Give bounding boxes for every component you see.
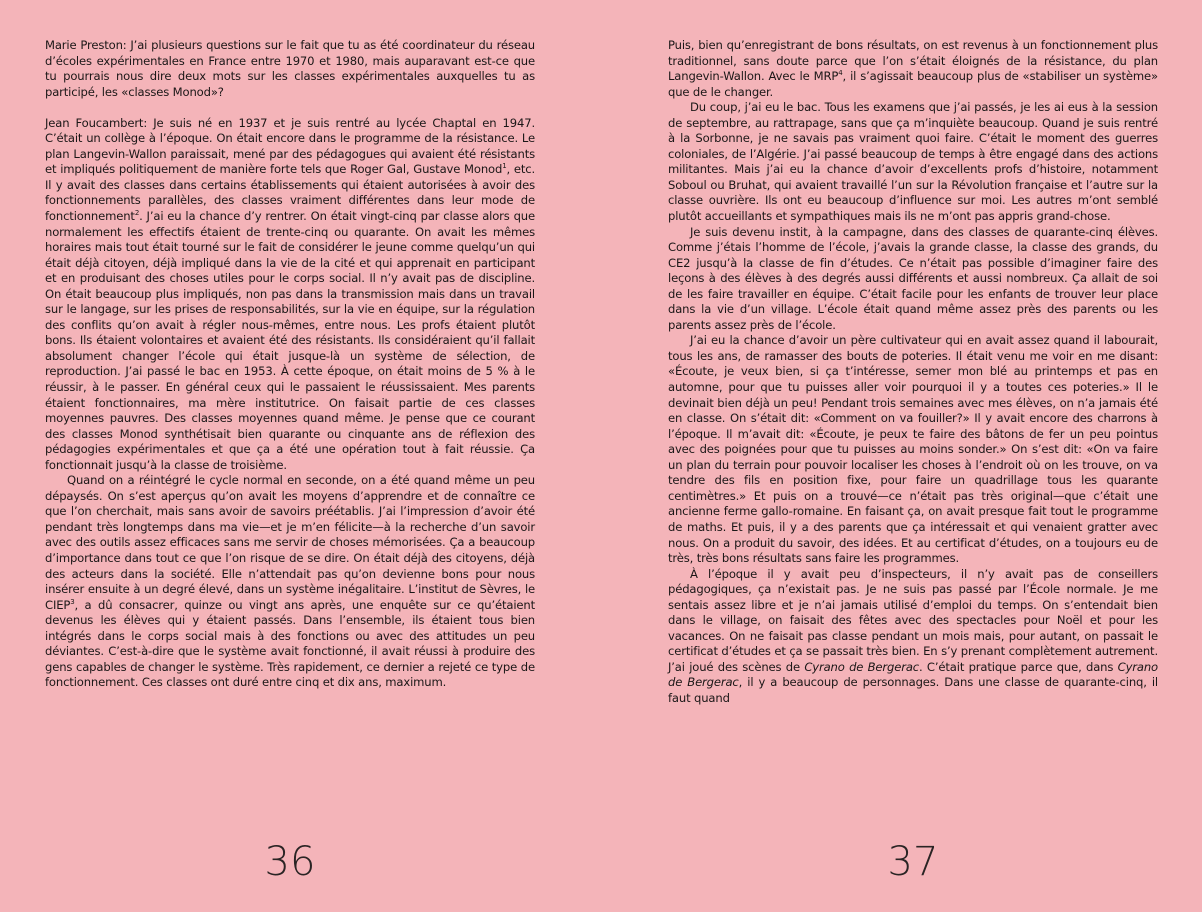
answer-paragraph-1: Jean Foucambert: Je suis né en 1937 et je suis rentré au lycée Chaptal en 1947. C’était un collège à l’époque. On était encore dans le programme de la résistance. Le plan Langevin-Wallon paraissait, mené par des pédagogues qui avaient été résistants et impliqués politiquement de manière forte tels que Roger Gal, Gustave Monod$^1$, etc. Il y avait des classes dans certains établissements qui étaient autorisées à avoir des fonctionnements parallèles, des classes vraiment différentes dans leur mode de fonctionnement$^2$. J’ai eu la chance d’y rentrer. On était vingt-cinq par classe alors que normalement les effectifs étaient de trente-cinq ou quarante. On avait les mêmes horaires mais tout était tourné sur le fait de considérer le jeune comme quelqu’un qui était déjà citoyen, déjà impliqué dans la vie de la cité et qui apprenait en participant et en produisant des choses utiles pour le corps social. Il n’y avait pas de discipline. On était beaucoup plus impliqués, non pas dans la transmission mais dans un travail sur le langage, sur les prises de responsabilités, sur la vie en équipe, sur la régulation des conflits qu’on avait à régler nous-mêmes, entre nous. Les profs étaient plutôt bons. Ils étaient volontaires et avaient été des résistants. Ils considéraient qu’il fallait absolument changer l’école qui était jusque-là un système de sélection, de reproduction. J’ai passé le bac en 1953. À cette époque, on était moins de 5 % à le réussir, à le passer. En général ceux qui le passaient le réussissaient. Mes parents étaient fonctionnaires, ma mère institutrice. On faisait partie de ces classes moyennes pauvres. Des classes moyennes quand même. Je pense que ce courant des classes Monod synthétisait bien quarante ou cinquante ans de réflexion des pédagogies expérimentales et que ça a été une opération tout à fait réussie. Ça fonctionnait jusqu’à la classe de troisième.	[45, 115, 535, 472]
right-page-text	[668, 38, 1158, 707]
interview-question: Marie Preston: J’ai plusieurs questions sur le fait que tu as été coordinateur du réseau d’écoles expérimentales en France entre 1970 et 1980, mais auparavant est-ce que tu pourrais nous dire deux mots sur les classes expérimentales auxquelles tu as participé, les «classes Monod»?	[45, 38, 535, 99]
paragraph-3: Je suis devenu instit, à la campagne, dans des classes de quarante-cinq élèves. Comme j’étais l’homme de l’école, j’avais la grande classe, la classe des grands, du CE2 jusqu’à la classe de fin d’études. Ce n’était pas possible d’imaginer faire des leçons à des élèves à des degrés aussi différents et aussi nombreux. Ça allait de soi de les faire travailler en équipe. C’était facile pour les enfants de trouver leur place dans la vie d’un village. L’école était quand même assez près des parents ou les parents assez près de l’école.	[668, 224, 1158, 332]
footnote-ref-1[interactable]: 1	[502, 162, 507, 171]
footnote-ref-2[interactable]: 2	[134, 209, 140, 218]
answer-paragraph-2: Quand on a réintégré le cycle normal en seconde, on a été quand même un peu dépaysés. On s’est aperçus qu’on avait les moyens d’apprendre et de connaître ce que l’on cherchait, mais sans avoir de savoirs préétablis. J’ai l’impression d’avoir été pendant très longtemps dans ma vie—et je m’en félicite—à la recherche d’un savoir avec des outils assez efficaces sans me servir de choses mémorisées. Ça a beaucoup d’importance dans tout ce que l’on risque de se dire. On était déjà des citoyens, déjà des acteurs dans la société. Elle n’attendait pas qu’on devienne bons pour nous insérer ensuite à un degré élevé, dans un système inégalitaire. L’institut de Sèvres, le CIEP$^3$, a dû consacrer, quinze ou vingt ans après, une enquête sur ce qu’étaient devenus les élèves qui y étaient passés. Dans l’ensemble, ils étaient tous bien intégrés dans le corps social mais à des fonctions ou avec des attitudes un peu déviantes. C’est-à-dire que le système avait fonctionné, il avait réussi à produire des gens capables de changer le système. Très rapidement, ce dernier a rejeté ce type de fonctionnement. Ces classes ont duré entre cinq et dix ans, maximum.	[45, 473, 535, 690]
paragraph-2: Du coup, j’ai eu le bac. Tous les examens que j’ai passés, je les ai eus à la session de septembre, au rattrapage, sans que ça m’inquiète beaucoup. Quand je suis rentré à la Sorbonne, je ne savais pas vraiment quoi faire. C’était le moment des guerres coloniales, de l’Algérie. J’ai passé beaucoup de temps à être engagé dans des actions militantes. Mais j’ai eu la chance d’avoir d’excellents profs d’histoire, notamment Soboul ou Bruhat, qui avaient travaillé l’un sur la Révolution française et l’autre sur la classe ouvrière. Ils ont eu beaucoup d’influence sur moi. Les autres m’ont semblé plutôt accueillants et sympathiques mais ils ne m’ont pas appris grand-chose.	[668, 100, 1158, 224]
paragraph-5: À l’époque il y avait peu d’inspecteurs, il n’y avait pas de conseillers pédagogiques, ça n’existait pas. Je ne suis pas passé par l’École normale. Je me sentais assez libre et je n’ai jamais utilisé d’emploi du temps. On s’entendait bien dans le village, on faisait des fêtes avec des spectacles pour Noël et pour les vacances. On ne faisait pas classe pendant un mois mais, pour autant, on passait le certificat d’études et ça se passait très bien. En s’y prenant complètement autrement. J’ai joué des scènes de Cyrano de Bergerac. C’était pratique parce que, dans Cyrano de Bergerac, il y a beaucoup de personnages. Dans une classe de quarante-cinq, il faut quand	[668, 566, 1158, 705]
page-number-left: 36	[264, 839, 316, 885]
paragraph-1: Puis, bien qu’enregistrant de bons résultats, on est revenus à un fonctionnement plus traditionnel, sans doute parce que l’on s’était éloignés de la résistance, du plan Langevin-Wallon. Avec le MRP$^4$, il s’agissait beaucoup plus de «stabiliser un système» que de le changer.	[668, 38, 1158, 99]
paragraph-4: J’ai eu la chance d’avoir un père cultivateur qui en avait assez quand il labourait, tous les ans, de ramasser des bouts de poteries. Il était venu me voir en me disant: «Écoute, je veux bien, si ça t’intéresse, semer mon blé au printemps et pas en automne, pour que tu puisses aller voir pourquoi il y a toutes ces poteries.» Il le devinait bien déjà un peu! Pendant trois semaines avec mes élèves, on n’a jamais été en classe. On s’était dit: «Comment on va fouiller?» Il y avait encore des charrons à l’époque. Il m’avait dit: «Écoute, je peux te faire des bâtons de fer un peu pointus avec des poignées pour que tu puisses au moins sonder.» On s’est dit: «On va faire un plan du terrain pour pouvoir localiser les choses à l’endroit où on les trouve, on va tendre des fils en position fixe, pour faire un quadrillage tous les quarante centimètres.» Et puis on a trouvé—ce n’était pas très original—que c’était une ancienne ferme gallo-romaine. En faisant ça, on avait presque fait tout le programme de maths. Et puis, il y a des parents que ça intéressait et qui venaient gratter avec nous. On a produit du savoir, des idées. Et au certificat d’études, on a toujours eu de très, très bons résultats sans faire les programmes.	[668, 333, 1158, 566]
footnote-ref-3[interactable]: 3	[70, 597, 75, 606]
page-number-right: 37	[887, 839, 939, 885]
title-cyrano-1: Cyrano de Bergerac	[804, 659, 920, 674]
left-page-text	[45, 38, 535, 691]
footnote-ref-4[interactable]: 4	[838, 69, 843, 78]
title-cyrano-2: Cyrano de Bergerac	[668, 659, 1158, 690]
